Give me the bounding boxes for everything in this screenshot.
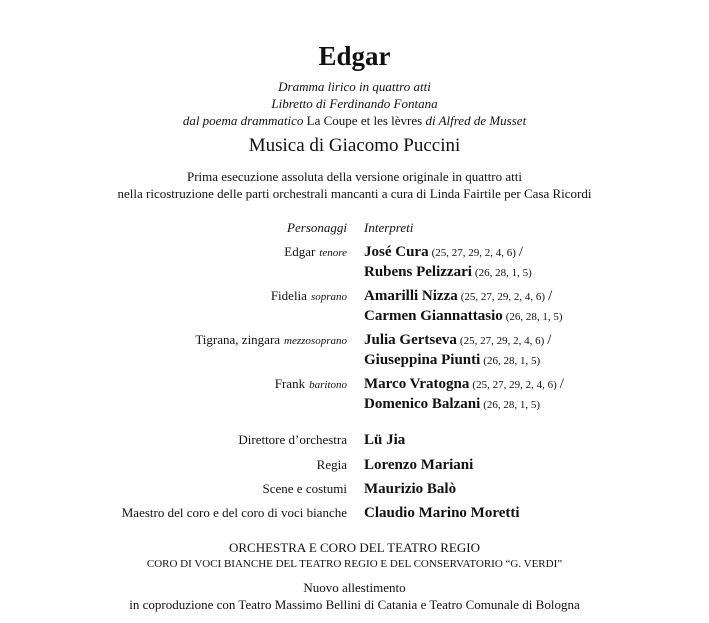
performer-name: Carmen Giannattasio: [364, 308, 503, 324]
performer-name: Rubens Pelizzari: [364, 264, 472, 280]
cast-performer-row: [364, 306, 563, 327]
role-voice: mezzosoprano: [284, 335, 347, 347]
performer-name: José Cura: [364, 244, 429, 260]
credit-role-conductor: Direttore d’orchestra: [238, 432, 347, 447]
credit-name-designer: [364, 479, 456, 499]
performer-name: Giuseppina Piunti: [364, 352, 481, 368]
performer-name: Amarilli Nizza: [364, 288, 458, 304]
credit-role-designer: Scene e costumi: [262, 481, 347, 496]
performer-name: Domenico Balzani: [364, 396, 481, 412]
cast-role-edgar: [284, 242, 347, 263]
premiere-line-1: Prima esecuzione assoluta della versione originale in quattro atti: [186, 169, 522, 184]
performer-name: Marco Vratogna: [364, 376, 470, 392]
role-name: Fidelia: [270, 288, 307, 303]
cast-performer-row: [364, 242, 523, 263]
cast-header-roles: Personaggi: [287, 220, 347, 235]
cast-header-performers: Interpreti: [364, 220, 414, 235]
role-voice: soprano: [310, 291, 347, 303]
production-line-2: in coproduzione con Teatro Massimo Bellini di Catania e Teatro Comunale di Bologna: [129, 597, 580, 612]
performer-separator: /: [518, 244, 524, 260]
performer-dates: (26, 28, 1, 5): [483, 355, 541, 367]
performer-dates: (25, 27, 29, 2, 4, 6): [472, 379, 557, 391]
cast-role-frank: [275, 374, 347, 395]
cast-performer-row: [364, 350, 540, 371]
credit-name: Lü Jia: [364, 432, 406, 448]
subtitle-source-work: La Coupe et les lèvres: [306, 113, 423, 128]
orchestra-line-2: CORO DI VOCI BIANCHE DEL TEATRO REGIO E DEL CONSERVATORIO “G. VERDI”: [146, 558, 563, 570]
cast-role-tigrana: [195, 330, 347, 351]
role-voice: tenore: [319, 247, 347, 259]
subtitle-libretto: Libretto di Ferdinando Fontana: [271, 96, 438, 111]
credit-role-chorus-master: Maestro del coro e del coro di voci bianche: [121, 505, 347, 520]
credit-name-director: [364, 455, 473, 475]
performer-dates: (26, 28, 1, 5): [505, 311, 563, 323]
performer-separator: /: [548, 288, 553, 304]
credit-name-chorus-master: [364, 503, 520, 523]
credit-name: Claudio Marino Moretti: [364, 505, 520, 521]
cast-performer-row: [364, 374, 564, 395]
cast-performer-row: [364, 330, 551, 351]
production-line-1: Nuovo allestimento: [303, 580, 406, 595]
credit-name: Lorenzo Mariani: [364, 457, 474, 473]
cast-performer-row: [364, 286, 552, 307]
orchestra-line-1: ORCHESTRA E CORO DEL TEATRO REGIO: [229, 540, 480, 555]
page-title: Edgar: [318, 41, 391, 71]
role-name: Tigrana, zingara: [195, 332, 281, 347]
performer-separator: /: [559, 376, 564, 392]
performer-name: Julia Gertseva: [364, 332, 457, 348]
performer-separator: /: [547, 332, 552, 348]
role-voice: baritono: [309, 379, 347, 391]
credit-name: Maurizio Balò: [364, 481, 457, 497]
cast-role-fidelia: [271, 286, 347, 307]
credit-role-director: Regia: [316, 457, 347, 472]
performer-dates: (26, 28, 1, 5): [483, 399, 541, 411]
subtitle-source: [0, 112, 709, 129]
subtitle-source-author: di Alfred de Musset: [425, 113, 527, 128]
performer-dates: (26, 28, 1, 5): [474, 267, 532, 279]
role-name: Edgar: [284, 244, 316, 259]
performer-dates: (25, 27, 29, 2, 4, 6): [431, 247, 516, 259]
cast-performer-row: [364, 262, 532, 283]
cast-performer-row: [364, 394, 540, 415]
premiere-line-2: nella ricostruzione delle parti orchestrali mancanti a cura di Linda Fairtile per Casa Ricordi: [117, 186, 592, 201]
role-name: Frank: [274, 376, 306, 391]
subtitle-source-prefix: dal poema drammatico: [182, 113, 304, 128]
composer-line: Musica di Giacomo Puccini: [248, 135, 461, 156]
performer-dates: (25, 27, 29, 2, 4, 6): [459, 335, 545, 347]
subtitle-genre: Dramma lirico in quattro atti: [278, 79, 431, 94]
performer-dates: (25, 27, 29, 2, 4, 6): [460, 291, 546, 303]
credit-name-conductor: [364, 430, 405, 450]
